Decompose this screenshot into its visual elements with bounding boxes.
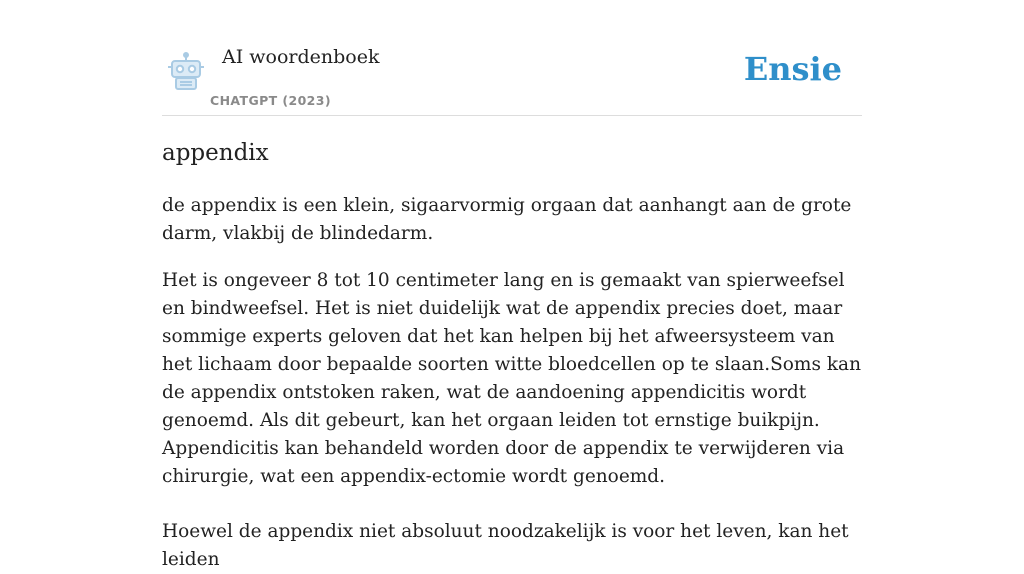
definition-paragraph: de appendix is een klein, sigaarvormig orgaan dat aanhangt aan de grote darm, vlakbij de blindedarm. <box>162 195 852 244</box>
brand-logo[interactable]: Ensie <box>743 50 842 88</box>
source-meta: CHATGPT (2023) <box>210 93 331 108</box>
definition-paragraph: Hoewel de appendix niet absoluut noodzakelijk is voor het leven, kan het leiden <box>162 521 849 570</box>
entry-term: appendix <box>162 140 269 166</box>
definition-paragraph: Het is ongeveer 8 tot 10 centimeter lang en is gemaakt van spierweefsel en bindweefsel. Het is niet duidelijk wat de appendix precies doet, maar sommige experts geloven dat het kan helpen bij het afweersysteem van het lichaam door bepaalde soorten witte bloedcellen op te slaan.Soms kan de appendix ontstoken raken, wat de aandoening appendicitis wordt genoemd. Als dit gebeurt, kan het orgaan leiden tot ernstige buikpijn. Appendicitis kan behandeld worden door de appendix te verwijderen via chirurgie, wat een appendix-ectomie wordt genoemd. <box>162 270 861 487</box>
robot-icon <box>166 52 206 92</box>
source-name[interactable]: AI woordenboek <box>222 46 380 68</box>
source-header <box>162 40 862 116</box>
entry-definition <box>162 192 862 574</box>
